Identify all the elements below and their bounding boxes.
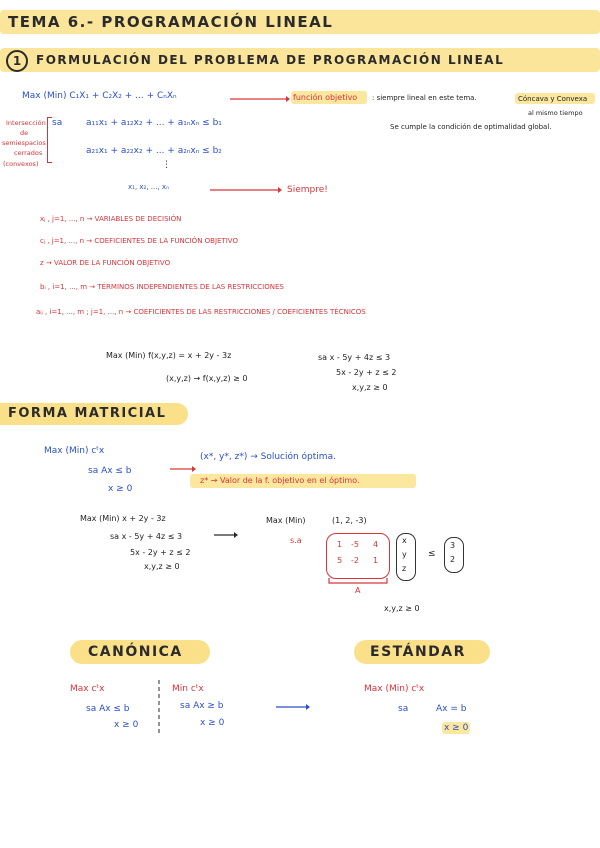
A-23: 1 xyxy=(373,556,379,565)
definition-objective-value: z → VALOR DE LA FUNCIÓN OBJETIVO xyxy=(40,259,171,267)
matrix-c-vector: (1, 2, -3) xyxy=(332,516,367,525)
matrix-form-nonneg: x,y,z ≥ 0 xyxy=(384,604,420,613)
constraint-dots: ⋮ xyxy=(162,160,171,170)
page-title: TEMA 6.- PROGRAMACIÓN LINEAL xyxy=(8,13,334,31)
canonical-min-nonneg: x ≥ 0 xyxy=(200,718,225,728)
definition-decision-vars: xⱼ , j=1, ..., n → VARIABLES DE DECISIÓN xyxy=(40,215,182,223)
x-vec-1: x xyxy=(402,536,407,545)
matrix-objective: Max (Min) cᵗx xyxy=(44,446,105,456)
always-note: Siempre! xyxy=(287,185,328,195)
estandar-heading: ESTÁNDAR xyxy=(370,644,466,660)
sa-label: sa xyxy=(52,118,63,128)
section1-heading: FORMULACIÓN DEL PROBLEMA DE PROGRAMACIÓN LINEAL xyxy=(36,53,505,67)
example-nonneg: x,y,z ≥ 0 xyxy=(352,383,388,392)
optimality-note: Se cumple la condición de optimalidad global. xyxy=(390,123,552,131)
canonical-min-sa: sa Ax ≥ b xyxy=(180,701,224,711)
intersection-note-2: de xyxy=(20,129,29,137)
x-vec-2: y xyxy=(402,550,407,559)
definition-technical-coefs: aᵢⱼ , i=1, ..., m ; j=1, ..., n → COEFICIENTES DE LAS RESTRICCIONES / COEFICIENTES TÉCNICOS xyxy=(36,308,366,316)
matrix-le: ≤ xyxy=(428,549,436,559)
nonneg-vars: x₁, x₂, ..., xₙ xyxy=(128,183,169,191)
objective-function: Max (Min) C₁X₁ + C₂X₂ + ... + CₙXₙ xyxy=(22,91,177,101)
matrix-sa: sa Ax ≤ b xyxy=(88,466,132,476)
matrix-example-objective: Max (Min) x + 2y - 3z xyxy=(80,514,166,523)
objective-label: función objetivo xyxy=(293,93,358,102)
matrix-form-header: Max (Min) xyxy=(266,516,306,525)
matrix-form-sa: s.a xyxy=(290,536,302,545)
A-13: 4 xyxy=(373,540,379,549)
b-vec-2: 2 xyxy=(450,555,456,564)
constraint-1: a₁₁x₁ + a₁₂x₂ + ... + a₁ₙxₙ ≤ b₁ xyxy=(86,118,222,128)
objective-note: : siempre lineal en este tema. xyxy=(372,94,477,102)
standard-eq: Ax = b xyxy=(436,704,467,714)
standard-obj: Max (Min) cᵗx xyxy=(364,684,425,694)
convex-note: Cóncava y Convexa xyxy=(518,95,588,103)
matrix-A-bracket xyxy=(328,578,388,586)
z-optimal: z* → Valor de la f. objetivo en el óptimo. xyxy=(200,476,360,485)
intersection-note-4: cerrados xyxy=(14,149,43,157)
intersection-note-3: semiespacios xyxy=(2,139,46,147)
canonical-divider xyxy=(158,680,160,736)
canonical-max-obj: Max cᵗx xyxy=(70,684,105,694)
standard-nonneg: x ≥ 0 xyxy=(444,723,469,733)
matrix-arrow xyxy=(170,466,196,472)
example-sa: sa x - 5y + 4z ≤ 3 xyxy=(318,353,391,362)
standard-sa: sa xyxy=(398,704,409,714)
A-11: 1 xyxy=(337,540,343,549)
intersection-note-1: Intersección xyxy=(6,119,46,127)
example-constraint-2: 5x - 2y + z ≤ 2 xyxy=(336,368,397,377)
constraint-2: a₂₁x₁ + a₂₂x₂ + ... + a₂ₙxₙ ≤ b₂ xyxy=(86,146,222,156)
matrix-nonneg: x ≥ 0 xyxy=(108,484,133,494)
matrix-example-sa: sa x - 5y + 4z ≤ 3 xyxy=(110,532,183,541)
matrix-example-nonneg: x,y,z ≥ 0 xyxy=(144,562,180,571)
A-22: -2 xyxy=(351,556,359,565)
canonical-max-sa: sa Ax ≤ b xyxy=(86,704,130,714)
forma-matricial-heading: FORMA MATRICIAL xyxy=(8,406,167,421)
matrix-example-c2: 5x - 2y + z ≤ 2 xyxy=(130,548,191,557)
definition-objective-coefs: cⱼ , j=1, ..., n → COEFICIENTES DE LA FUNCIÓN OBJETIVO xyxy=(40,237,238,245)
canonical-max-nonneg: x ≥ 0 xyxy=(114,720,139,730)
example-domain: (x,y,z) → f(x,y,z) ≥ 0 xyxy=(166,374,248,383)
x-vec-3: z xyxy=(402,564,407,573)
matrix-A-label: A xyxy=(355,586,361,595)
example-objective: Max (Min) f(x,y,z) = x + 2y - 3z xyxy=(106,351,232,360)
section1-number: 1 xyxy=(6,50,28,72)
definition-rhs: bᵢ , i=1, ..., m → TÉRMINOS INDEPENDIENTES DE LAS RESTRICCIONES xyxy=(40,283,284,291)
optimal-solution: (x*, y*, z*) → Solución óptima. xyxy=(200,452,336,462)
nonneg-arrow xyxy=(210,187,282,193)
canonica-heading: CANÓNICA xyxy=(88,644,183,660)
canonical-to-standard-arrow xyxy=(276,704,310,710)
A-21: 5 xyxy=(337,556,343,565)
convex-note-2: al mismo tiempo xyxy=(528,109,583,117)
matrix-example-arrow xyxy=(214,532,238,538)
objective-arrow xyxy=(230,96,290,102)
A-12: -5 xyxy=(351,540,359,549)
canonical-min-obj: Min cᵗx xyxy=(172,684,204,694)
b-vec-1: 3 xyxy=(450,541,456,550)
intersection-note-5: (convexos) xyxy=(3,160,39,168)
